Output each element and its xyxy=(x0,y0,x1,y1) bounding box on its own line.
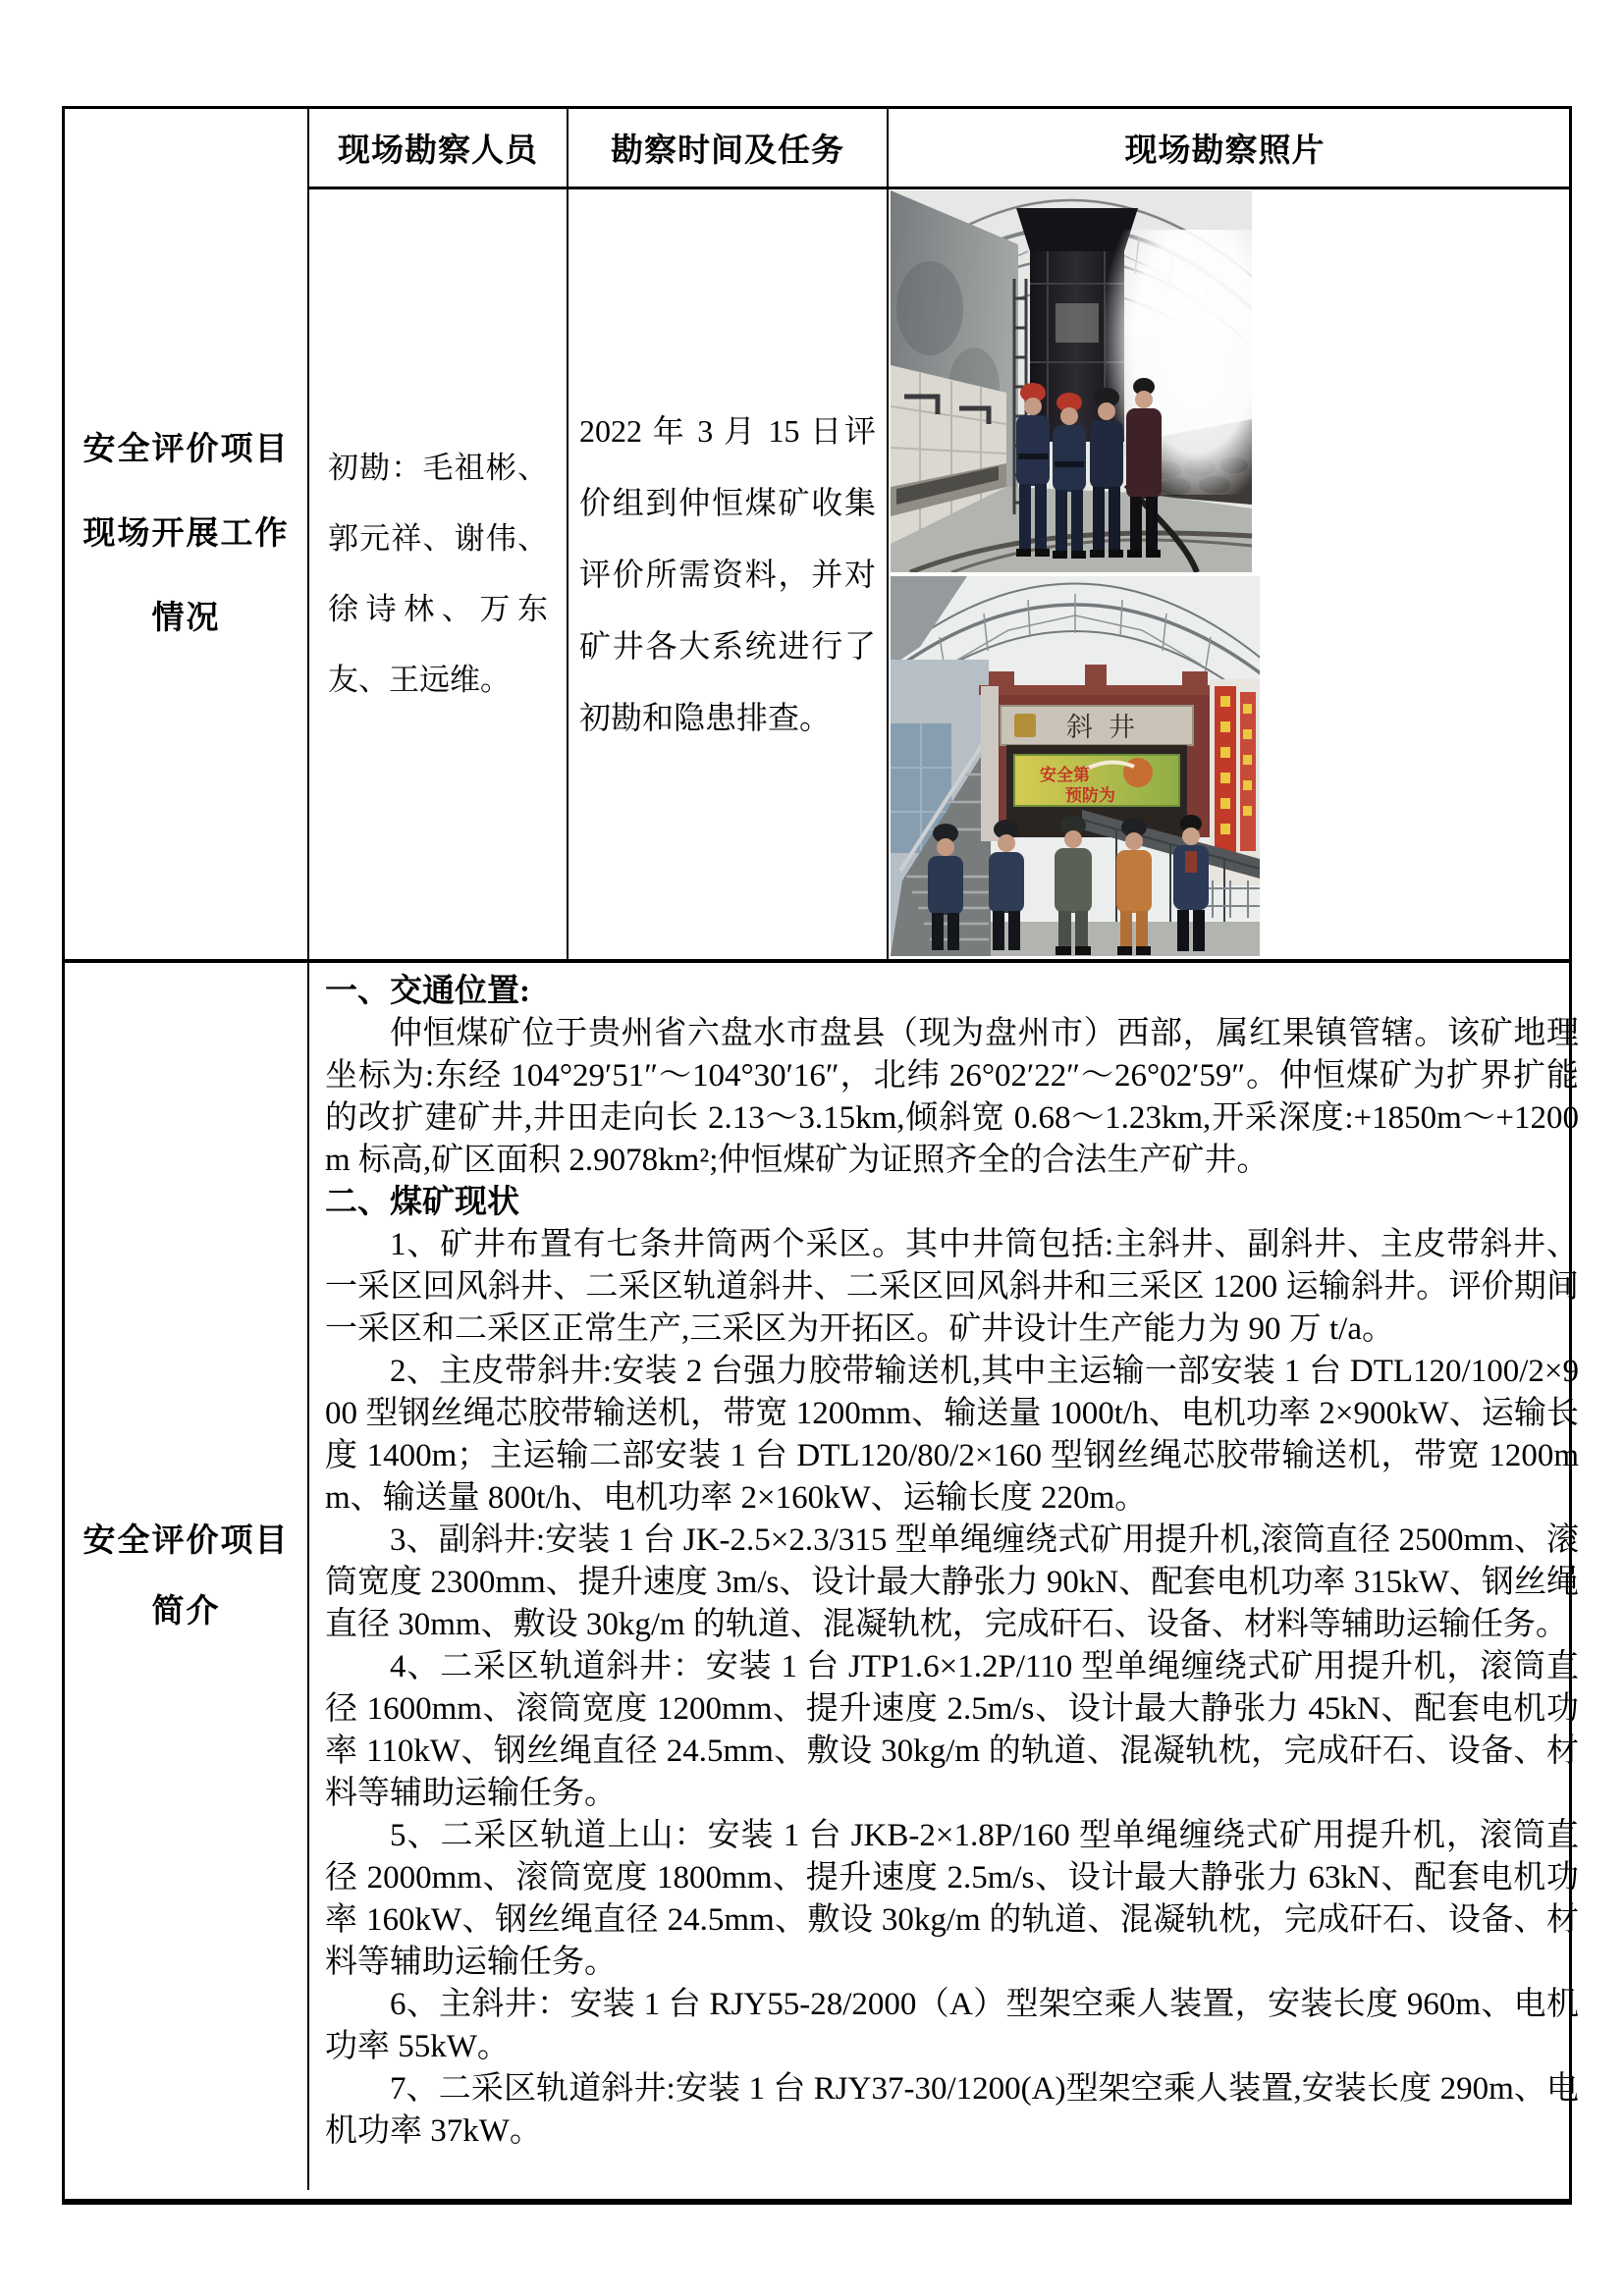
intro-content-cell xyxy=(309,963,1597,2198)
intro-section1-body: 仲恒煤矿位于贵州省六盘水市盘县（现为盘州市）西部，属红果镇管辖。该矿地理坐标为:东经 104°29′51″～104°30′16″，北纬 26°02′22″～26°02′59″。仲恒煤矿为扩界扩能的改扩建矿井,井田走向长 2.13～3.15km,倾斜宽 0.68～1.23km,开采深度:+1850m～+1200m 标高,矿区面积 2.9078km²;仲恒煤矿为证照齐全的合法生产矿井。 xyxy=(325,1016,1579,1178)
intro-section2-title: 二、煤矿现状 xyxy=(325,1185,519,1220)
time-task-cell xyxy=(568,189,887,959)
header-time-task xyxy=(568,109,887,187)
personnel-cell xyxy=(309,189,567,959)
intro-item-7: 7、二采区轨道斜井:安装 1 台 RJY37-30/1200(A)型架空乘人装置,安装长度 290m、电机功率 37kW。 xyxy=(325,2071,1579,2149)
header-photos-label: 现场勘察照片 xyxy=(1124,133,1326,169)
intro-label-cell xyxy=(65,963,307,2190)
intro-item-6: 6、主斜井：安装 1 台 RJY55-28/2000（A）型架空乘人装置，安装长度 960m、电机功率 55kW。 xyxy=(325,1987,1579,2064)
photos-cell xyxy=(889,189,1561,959)
header-photos xyxy=(889,109,1561,187)
intro-item-3: 3、副斜井:安装 1 台 JK-2.5×2.3/315 型单绳缠绕式矿用提升机,滚筒直径 2500mm、滚筒宽度 2300mm、提升速度 3m/s、设计最大静张力 90kN、配套电机功率 315kW、钢丝绳直径 30mm、敷设 30kg/m 的轨道、混凝轨枕，完成矸石、设备、材料等辅助运输任务。 xyxy=(325,1522,1579,1642)
work-status-label-line3: 情况 xyxy=(151,601,221,636)
intro-label-line2: 简介 xyxy=(151,1594,221,1629)
site-survey-photo-1 xyxy=(891,190,1252,572)
intro-item-1: 1、矿井布置有七条井筒两个采区。其中井筒包括:主斜井、副斜井、主皮带斜井、一采区回风斜井、二采区轨道斜井、二采区回风斜井和三采区 1200 运输斜井。评价期间一采区和二采区正常生产,三采区为开拓区。矿井设计生产能力为 90 万 t/a。 xyxy=(325,1227,1579,1347)
header-personnel-label: 现场勘察人员 xyxy=(338,133,538,169)
portal-slogan-line2: 预防为 xyxy=(1065,786,1115,805)
intro-item-2: 2、主皮带斜井:安装 2 台强力胶带输送机,其中主运输一部安装 1 台 DTL120/100/2×900 型钢丝绳芯胶带输送机，带宽 1200mm、输送量 1000t/h、电机功率 2×900kW、运输长度 1400m；主运输二部安装 1 台 DTL120/80/2×160 型钢丝绳芯胶带输送机，带宽 1200mm、输送量 800t/h、电机功率 2×160kW、运输长度 220m。 xyxy=(325,1354,1579,1516)
personnel-text: 初勘：毛祖彬、郭元祥、谢伟、徐诗林、万东友、王远维。 xyxy=(328,451,548,697)
intro-label-line1: 安全评价项目 xyxy=(82,1523,290,1559)
work-status-label-line2: 现场开展工作 xyxy=(82,516,290,552)
time-task-text: 2022 年 3 月 15 日评价组到仲恒煤矿收集评价所需资料，并对矿井各大系统进行了初勘和隐患排查。 xyxy=(579,412,876,735)
intro-item-5: 5、二采区轨道上山：安装 1 台 JKB-2×1.8P/160 型单绳缠绕式矿用提升机，滚筒直径 2000mm、滚筒宽度 1800mm、提升速度 2.5m/s、设计最大静张力 63kN、配套电机功率 160kW、钢丝绳直径 24.5mm、敷设 30kg/m 的轨道、混凝轨枕，完成矸石、设备、材料等辅助运输任务。 xyxy=(325,1818,1579,1980)
header-time-task-label: 勘察时间及任务 xyxy=(611,133,844,169)
portal-slogan-line1: 安全第 xyxy=(1040,766,1090,784)
intro-item-4: 4、二采区轨道斜井：安装 1 台 JTP1.6×1.2P/110 型单绳缠绕式矿用提升机，滚筒直径 1600mm、滚筒宽度 1200mm、提升速度 2.5m/s、设计最大静张力 45kN、配套电机功率 110kW、钢丝绳直径 24.5mm、敷设 30kg/m 的轨道、混凝轨枕，完成矸石、设备、材料等辅助运输任务。 xyxy=(325,1649,1579,1811)
portal-sign-text: 斜井 xyxy=(1066,713,1151,742)
site-survey-photo-2 xyxy=(891,576,1260,956)
header-personnel xyxy=(309,109,567,187)
work-status-label-cell xyxy=(65,109,307,959)
work-status-label-line1: 安全评价项目 xyxy=(82,432,290,467)
intro-section1-title: 一、交通位置: xyxy=(325,974,530,1009)
survey-report-table xyxy=(62,106,1579,2205)
